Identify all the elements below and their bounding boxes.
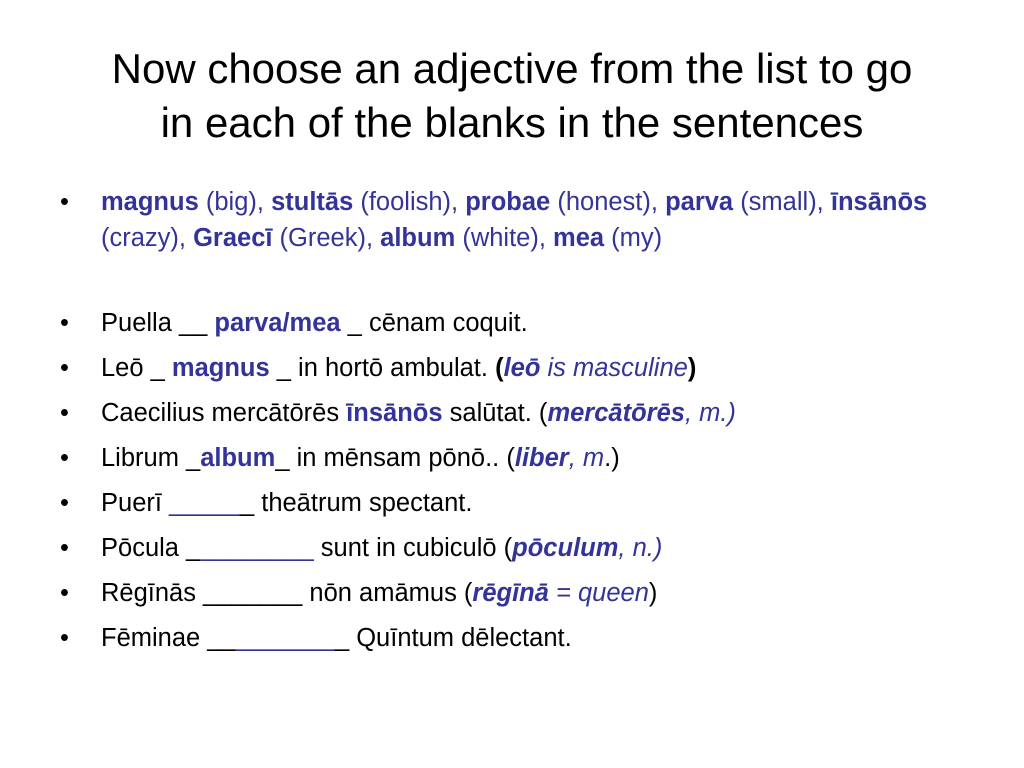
note-text: is masculine — [540, 354, 688, 382]
sentence-answer: īnsānōs — [346, 399, 443, 427]
note-word: leō — [503, 354, 541, 382]
sentence-text: _ cēnam coquit. — [340, 309, 528, 337]
vocab-word: īnsānōs — [830, 188, 928, 216]
vocab-gloss: (honest), — [550, 188, 666, 216]
note-text: , n.) — [618, 534, 663, 562]
sentence-text: sunt in cubiculō ( — [313, 534, 513, 562]
sentence-text: salūtat. ( — [442, 399, 548, 427]
sentence-answer: magnus — [171, 354, 270, 382]
vocab-list-item — [56, 184, 966, 256]
sentence-text: Caecilius mercātōrēs — [101, 399, 347, 427]
bullet-glyph: • — [60, 579, 69, 607]
sentence-text: Fēminae __ — [101, 624, 236, 652]
bullet-glyph: • — [60, 624, 69, 652]
note-text: = queen — [548, 579, 649, 607]
sentence-text: _ Quīntum dēlectant. — [334, 624, 572, 652]
bullet-glyph: • — [60, 309, 69, 337]
bullet-glyph: • — [60, 354, 69, 382]
sentence-text: Rēgīnās _______ nōn amāmus ( — [101, 579, 473, 607]
sentence-answer: parva/mea — [214, 309, 341, 337]
note-word: mercātōrēs — [547, 399, 685, 427]
vocab-gloss: (my) — [604, 224, 663, 252]
slide-title-line-2: in each of the blanks in the sentences — [160, 99, 864, 146]
sentence-text: Pōcula _ — [101, 534, 201, 562]
vocab-word: album — [380, 224, 456, 252]
vocab-gloss: (crazy), — [101, 224, 194, 252]
sentence-item-3 — [56, 391, 966, 436]
bullet-glyph: • — [60, 399, 69, 427]
vocab-word: mea — [553, 224, 605, 252]
vocab-word: probae — [465, 188, 551, 216]
note-paren: ) — [648, 579, 658, 607]
bullet-glyph: • — [60, 188, 69, 216]
bullet-list — [56, 184, 966, 661]
slide-title-line-1: Now choose an adjective from the list to go — [111, 45, 913, 92]
sentence-text: _ in mēnsam pōnō.. ( — [275, 444, 515, 472]
vocab-gloss: (foolish), — [353, 188, 466, 216]
sentence-item-6 — [56, 526, 966, 571]
vocab-word: stultās — [271, 188, 354, 216]
bullet-glyph: • — [60, 489, 69, 517]
sentence-blank: ________ — [200, 534, 314, 562]
sentence-text: Puella __ — [101, 309, 215, 337]
vocab-gloss: (big), — [198, 188, 272, 216]
sentence-answer: album — [200, 444, 276, 472]
vocab-word: magnus — [101, 188, 199, 216]
bullet-glyph: • — [60, 444, 69, 472]
bullet-glyph: • — [60, 534, 69, 562]
sentence-text: Leō _ — [101, 354, 172, 382]
sentence-item-7 — [56, 571, 966, 616]
note-paren: ( — [495, 354, 504, 382]
sentence-text: Puerī — [101, 489, 170, 517]
sentence-text: Librum _ — [101, 444, 201, 472]
note-paren: .) — [604, 444, 620, 472]
sentence-blank: _______ — [235, 624, 335, 652]
note-word: pōculum — [512, 534, 619, 562]
sentence-item-2 — [56, 346, 966, 391]
sentence-item-5 — [56, 481, 966, 526]
note-word: rēgīnā — [472, 579, 549, 607]
sentence-blank: _____ — [169, 489, 240, 517]
vocab-gloss: (small), — [733, 188, 831, 216]
sentence-text: _ in hortō ambulat. — [269, 354, 496, 382]
vocab-word: Graecī — [193, 224, 273, 252]
vocab-gloss: (white), — [455, 224, 554, 252]
vocab-gloss: (Greek), — [272, 224, 381, 252]
slide-title — [40, 42, 984, 150]
vocab-word: parva — [665, 188, 734, 216]
sentence-item-1 — [56, 301, 966, 346]
sentence-text: _ theātrum spectant. — [239, 489, 473, 517]
sentence-item-8 — [56, 616, 966, 661]
note-paren: ) — [687, 354, 697, 382]
note-text: , m.) — [684, 399, 736, 427]
note-word: liber — [514, 444, 569, 472]
note-text: , m — [568, 444, 605, 472]
sentence-item-4 — [56, 436, 966, 481]
